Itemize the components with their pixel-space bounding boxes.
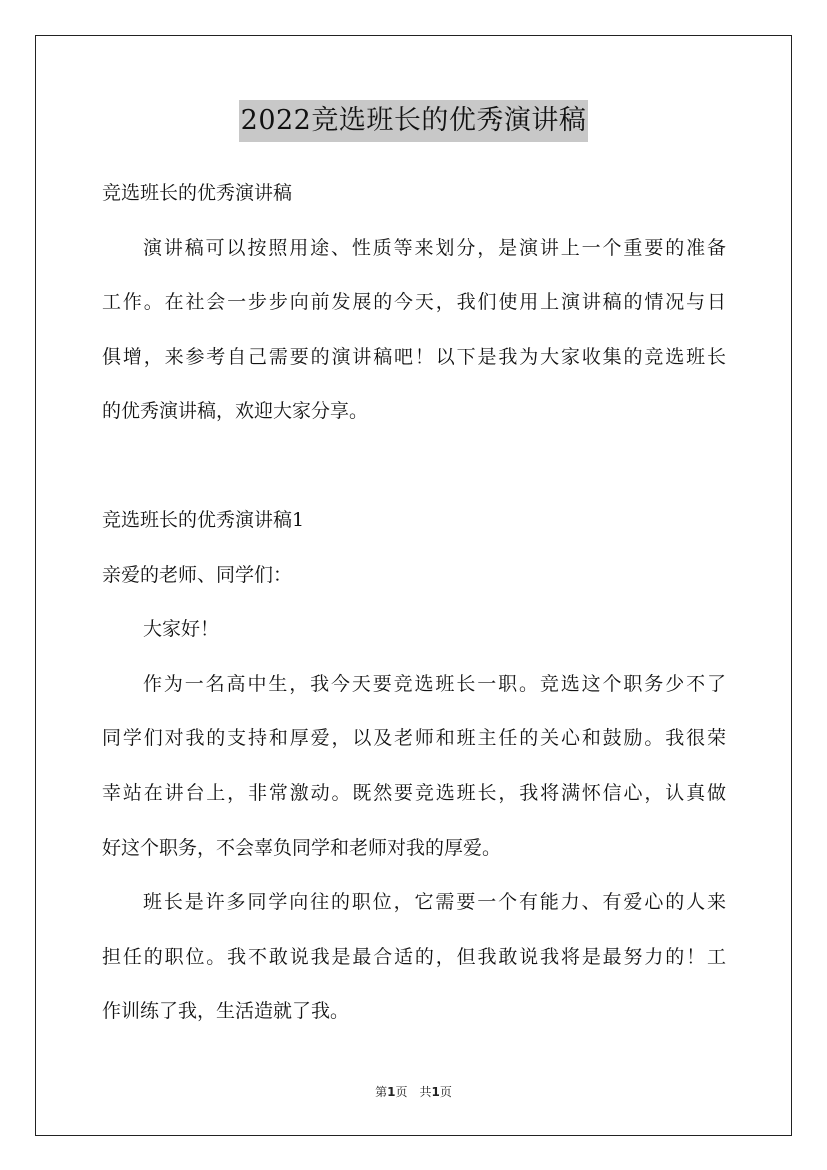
paragraph2-line-3: 作训练了我，生活造就了我。 [102, 1000, 350, 1023]
paragraph1-line-4: 好这个职务，不会辜负同学和老师对我的厚爱。 [102, 836, 502, 859]
footer-page-prefix: 第 [375, 1085, 388, 1099]
intro-line-2: 工作。在社会一步步向前发展的今天，我们使用上演讲稿的情况与日 [102, 291, 726, 314]
footer-page-number: 1 [387, 1085, 396, 1099]
document-title: 2022竞选班长的优秀演讲稿 [239, 100, 589, 142]
paragraph1-line-2: 同学们对我的支持和厚爱，以及老师和班主任的关心和鼓励。我很荣 [102, 727, 726, 750]
intro-line-3: 俱增，来参考自己需要的演讲稿吧！以下是我为大家收集的竞选班长 [102, 345, 726, 368]
title-area [0, 100, 827, 142]
document-body [102, 170, 726, 1043]
footer-page-suffix: 页 共 [395, 1085, 432, 1099]
page-footer [0, 1083, 827, 1100]
paragraph2-line-1: 班长是许多同学向往的职位，它需要一个有能力、有爱心的人来 [143, 891, 726, 914]
document-subtitle: 竞选班长的优秀演讲稿 [102, 182, 293, 204]
paragraph1-line-1: 作为一名高中生，我今天要竞选班长一职。竞选这个职务少不了 [143, 672, 726, 695]
greeting: 大家好！ [143, 618, 220, 641]
salutation: 亲爱的老师、同学们： [102, 563, 293, 586]
paragraph2-line-2: 担任的职位。我不敢说我是最合适的，但我敢说我将是最努力的！工 [102, 945, 726, 968]
footer-total-pages: 1 [431, 1085, 440, 1099]
footer-total-suffix: 页 [439, 1085, 452, 1099]
section-heading: 竞选班长的优秀演讲稿1 [102, 508, 305, 531]
intro-line-1: 演讲稿可以按照用途、性质等来划分，是演讲上一个重要的准备 [143, 236, 726, 259]
paragraph1-line-3: 幸站在讲台上，非常激动。既然要竞选班长，我将满怀信心，认真做 [102, 781, 726, 804]
paragraph-gap [102, 443, 726, 497]
intro-line-4: 的优秀演讲稿，欢迎大家分享。 [102, 400, 369, 423]
